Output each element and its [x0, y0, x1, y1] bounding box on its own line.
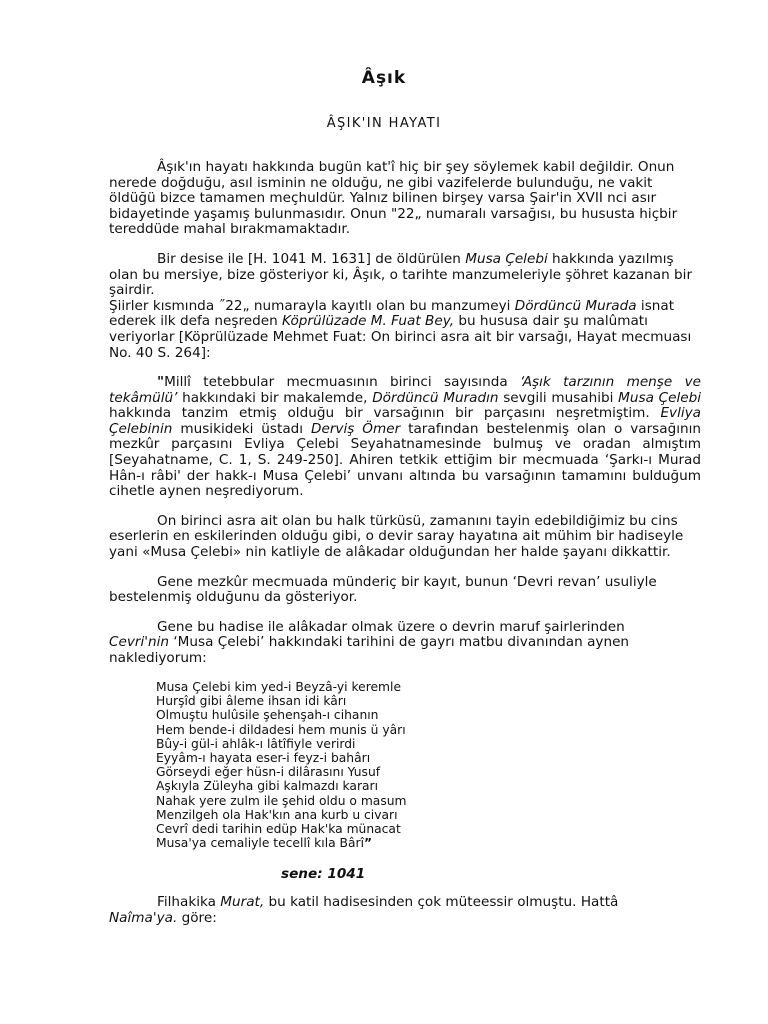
quote-text-b: hakkındaki bir makalemde, — [177, 389, 373, 406]
poem-line: Nahak yere zulm ile şehid oldu o masum — [156, 793, 407, 808]
quote-text-f: tarafından bestelenmiş olan o varsağının mezkûr parçasını Evliya Çelebi Seyahatnamesinde bulmuş ve oradan almıştım [Seyahatname, C. 1, S. 249-250]. Ahiren tetkik ettiğim bir mecmuada ‘Şarkı-ı Murad Hân-ı râbi' der hakk-ı Musa Çelebi’ unvanı altında bu varsağının tamamını bulduğum cihetle aynen neşrediyorum. — [109, 420, 701, 500]
quote-italic-b: Dördüncü Muradın — [372, 389, 499, 406]
p6-italic-a: Cevri'nin — [109, 634, 170, 651]
poem-line: Cevrî dedi tarihin edüp Hak'ka münacat — [156, 822, 401, 837]
closing-text-c: göre: — [177, 909, 217, 926]
poem-line: Aşkıyla Züleyha gibi kalmazdı kararı — [156, 779, 379, 794]
quote-text-a: Millî tetebbular mecmuasının birinci sayısında — [164, 374, 520, 390]
quote-italic-a: ‘Aşık tarzının menşe ve tekâmülü’ — [109, 374, 701, 406]
quote-italic-e: Derviş Ömer — [311, 420, 401, 437]
poem-block — [156, 680, 536, 850]
closing-italic-b: Naîma'ya. — [109, 909, 178, 926]
quote-paragraph — [109, 375, 701, 500]
quote-text-e: musikideki üstadı — [172, 420, 312, 437]
paragraph-4: On birinci asra ait olan bu halk türküsü, zamanını tayin edebildiğimiz bu cins eserlerin en eskilerinden olduğu gibi, o devir saray hayatına ait mühim bir hadiseyle yani «Musa Çelebi» nin katliyle de alâkadar olduğundan her halde şayanı dikkattir. — [109, 512, 684, 560]
poem-line: Menzilgeh ola Hak'kın ana kurb u civarı — [156, 807, 398, 822]
section-heading: ÂŞIK'IN HAYATI — [326, 116, 442, 131]
poem-line: Görseydi eğer hüsn-i dilârasını Yusuf — [156, 765, 381, 780]
poem-line: Eyyâm-ı hayata eser-i feyz-i bahârı — [156, 751, 371, 766]
paragraph-3 — [109, 299, 701, 361]
paragraph-5: Gene mezkûr mecmuada münderiç bir kayıt, bunun ‘Devri revan’ usuliyle bestelenmiş olduğunu da gösteriyor. — [109, 573, 657, 606]
quote-text-c: sevgili musahibi — [498, 389, 619, 406]
poem-line: Musa Çelebi kim yed-i Beyzâ-yi keremle — [156, 680, 402, 694]
quote-italic-c: Musa Çelebi — [618, 389, 701, 406]
quote-italic-d: Evliya Çelebinin — [109, 405, 701, 437]
p3-text-c: bu hususa dair şu malûmatı veriyorlar [Köprülüzade Mehmet Fuat: On birinci asra ait bir varsağı, Hayat mecmuası No. 40 S. 264]: — [109, 313, 692, 361]
poem-line: Bûy-i gül-i ahlâk-ı lâtîfiyle verirdi — [156, 736, 356, 751]
p3-text-a: Şiirler kısmında ˝22„ numarayla kayıtlı olan bu manzumeyi — [109, 297, 515, 314]
document-title: Âşık — [361, 68, 407, 88]
p2-text-b: hakkında yazılmış olan bu mersiye, bize gösteriyor ki, Âşık, o tarihte manzumeleriyle şöhret kazanan bir şairdir. — [109, 250, 693, 299]
closing-paragraph — [109, 895, 701, 926]
p3-text-b: isnat ederek ilk defa neşreden — [109, 297, 675, 330]
p2-italic-a: Musa Çelebi — [465, 250, 548, 267]
closing-italic-a: Murat, — [220, 894, 265, 910]
poem-line: Hem bende-i dildadesi hem munis ü yârı — [156, 722, 406, 737]
p6-text-b: ‘Musa Çelebi’ hakkındaki tarihini de gayrı matbu divanından aynen naklediyorum: — [109, 634, 630, 666]
poem-close-mark: ” — [364, 836, 373, 851]
p3-italic-a: Dördüncü Murada — [514, 297, 637, 314]
p3-italic-b: Köprülüzade M. Fuat Bey, — [282, 313, 455, 330]
closing-text-b: bu katil hadisesinden çok müteessir olmuştu. Hattâ — [264, 894, 619, 910]
quote-text-d: hakkında tanzim etmiş olduğu bir varsağının bir parçasını neşretmiştim. — [109, 405, 661, 422]
p2-text-a: Bir desise ile [H. 1041 M. 1631] de öldürülen — [157, 250, 466, 267]
paragraph-2 — [109, 252, 701, 299]
poem-line: Olmuştu hulûsile şehenşah-ı cihanın — [156, 708, 379, 723]
poem-line: Hurşîd gibi âleme ihsan idi kârı — [156, 694, 347, 709]
paragraph-1: Âşık'ın hayatı hakkında bugün kat'î hiç bir şey söylemek kabil değildir. Onun nerede doğduğu, asıl isminin ne olduğu, ne gibi vazifelerde bulunduğu, ne vakit öldüğü bizce tamamen meçhuldür. Yalnız bilinen birşey varsa Şair'in XVII nci asır bidayetinde yaşamış bulunmasıdır. Onun "22„ numaralı varsağısı, bu hususta hiçbir tereddüde mahal bırakmamaktadır. — [109, 159, 678, 238]
poem-line: Musa'ya cemaliyle tecellî kıla Bârî” — [156, 836, 373, 851]
body-section-1 — [109, 160, 701, 361]
body-section-2 — [109, 375, 701, 667]
date-line: sene: 1041 — [281, 866, 366, 882]
paragraph-6 — [109, 620, 701, 667]
p6-text-a: Gene bu hadise ile alâkadar olmak üzere o devrin maruf şairlerinden — [157, 618, 625, 635]
closing-text-a: Filhakika — [157, 894, 221, 910]
quote-open-mark: " — [157, 374, 165, 390]
